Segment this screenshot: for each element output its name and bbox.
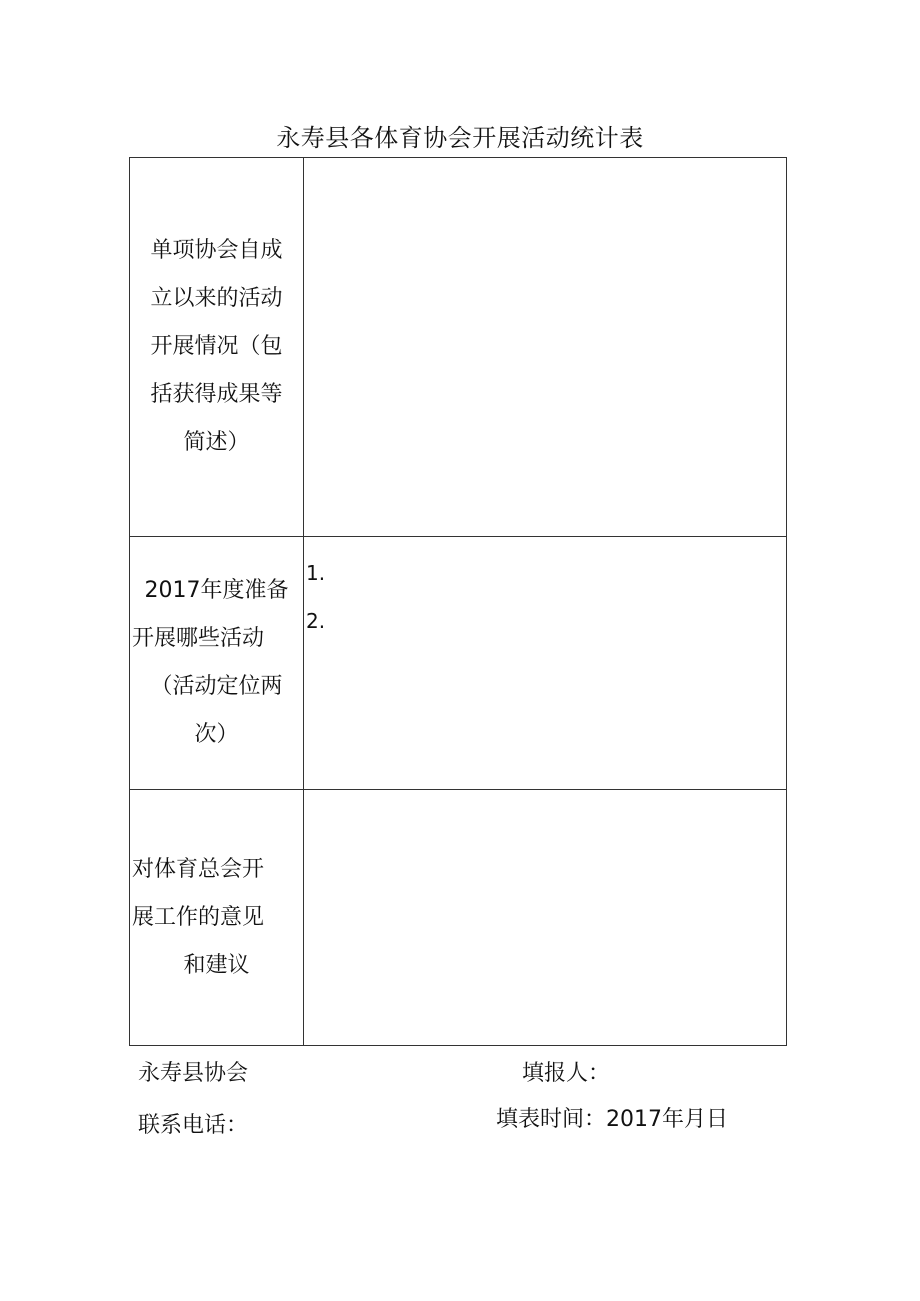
table-row: [130, 537, 787, 790]
list-item: 2.: [306, 609, 326, 633]
row-label-cell: [130, 158, 304, 537]
planned-activities-list: [304, 537, 786, 645]
fill-date-label: 填表时间：2017年月日: [496, 1107, 728, 1132]
row-label: [130, 227, 303, 467]
label-line: 2017年度准备: [144, 578, 289, 603]
label-line: 展工作的意见: [132, 904, 265, 930]
row-label: [130, 567, 303, 759]
label-line: 次）: [194, 722, 239, 747]
row-label-cell: [130, 790, 304, 1046]
table-row: [130, 790, 787, 1046]
suggestions-field[interactable]: [304, 790, 787, 1046]
document-title: 永寿县各体育协会开展活动统计表: [276, 124, 644, 152]
label-line: 对体育总会开: [132, 856, 265, 882]
association-name: 永寿县协会: [138, 1061, 249, 1086]
label-line: 开展情况（包: [150, 334, 283, 359]
table-row: [130, 158, 787, 537]
label-line: 简述）: [183, 430, 250, 455]
label-line: 括获得成果等: [150, 382, 283, 407]
planned-activities-field[interactable]: [304, 537, 787, 790]
filler-label: 填报人：: [522, 1061, 611, 1086]
activity-history-field[interactable]: [304, 158, 787, 537]
list-item: 1.: [306, 561, 326, 585]
label-line: （活动定位两: [150, 674, 283, 699]
label-line: 单项协会自成: [150, 238, 283, 263]
statistics-form-table: [129, 157, 787, 1046]
label-line: 和建议: [183, 952, 250, 978]
phone-label: 联系电话：: [138, 1113, 249, 1138]
label-line: 立以来的活动: [150, 286, 283, 311]
row-label: [130, 846, 303, 990]
row-label-cell: [130, 537, 304, 790]
label-line: 开展哪些活动: [132, 626, 265, 651]
